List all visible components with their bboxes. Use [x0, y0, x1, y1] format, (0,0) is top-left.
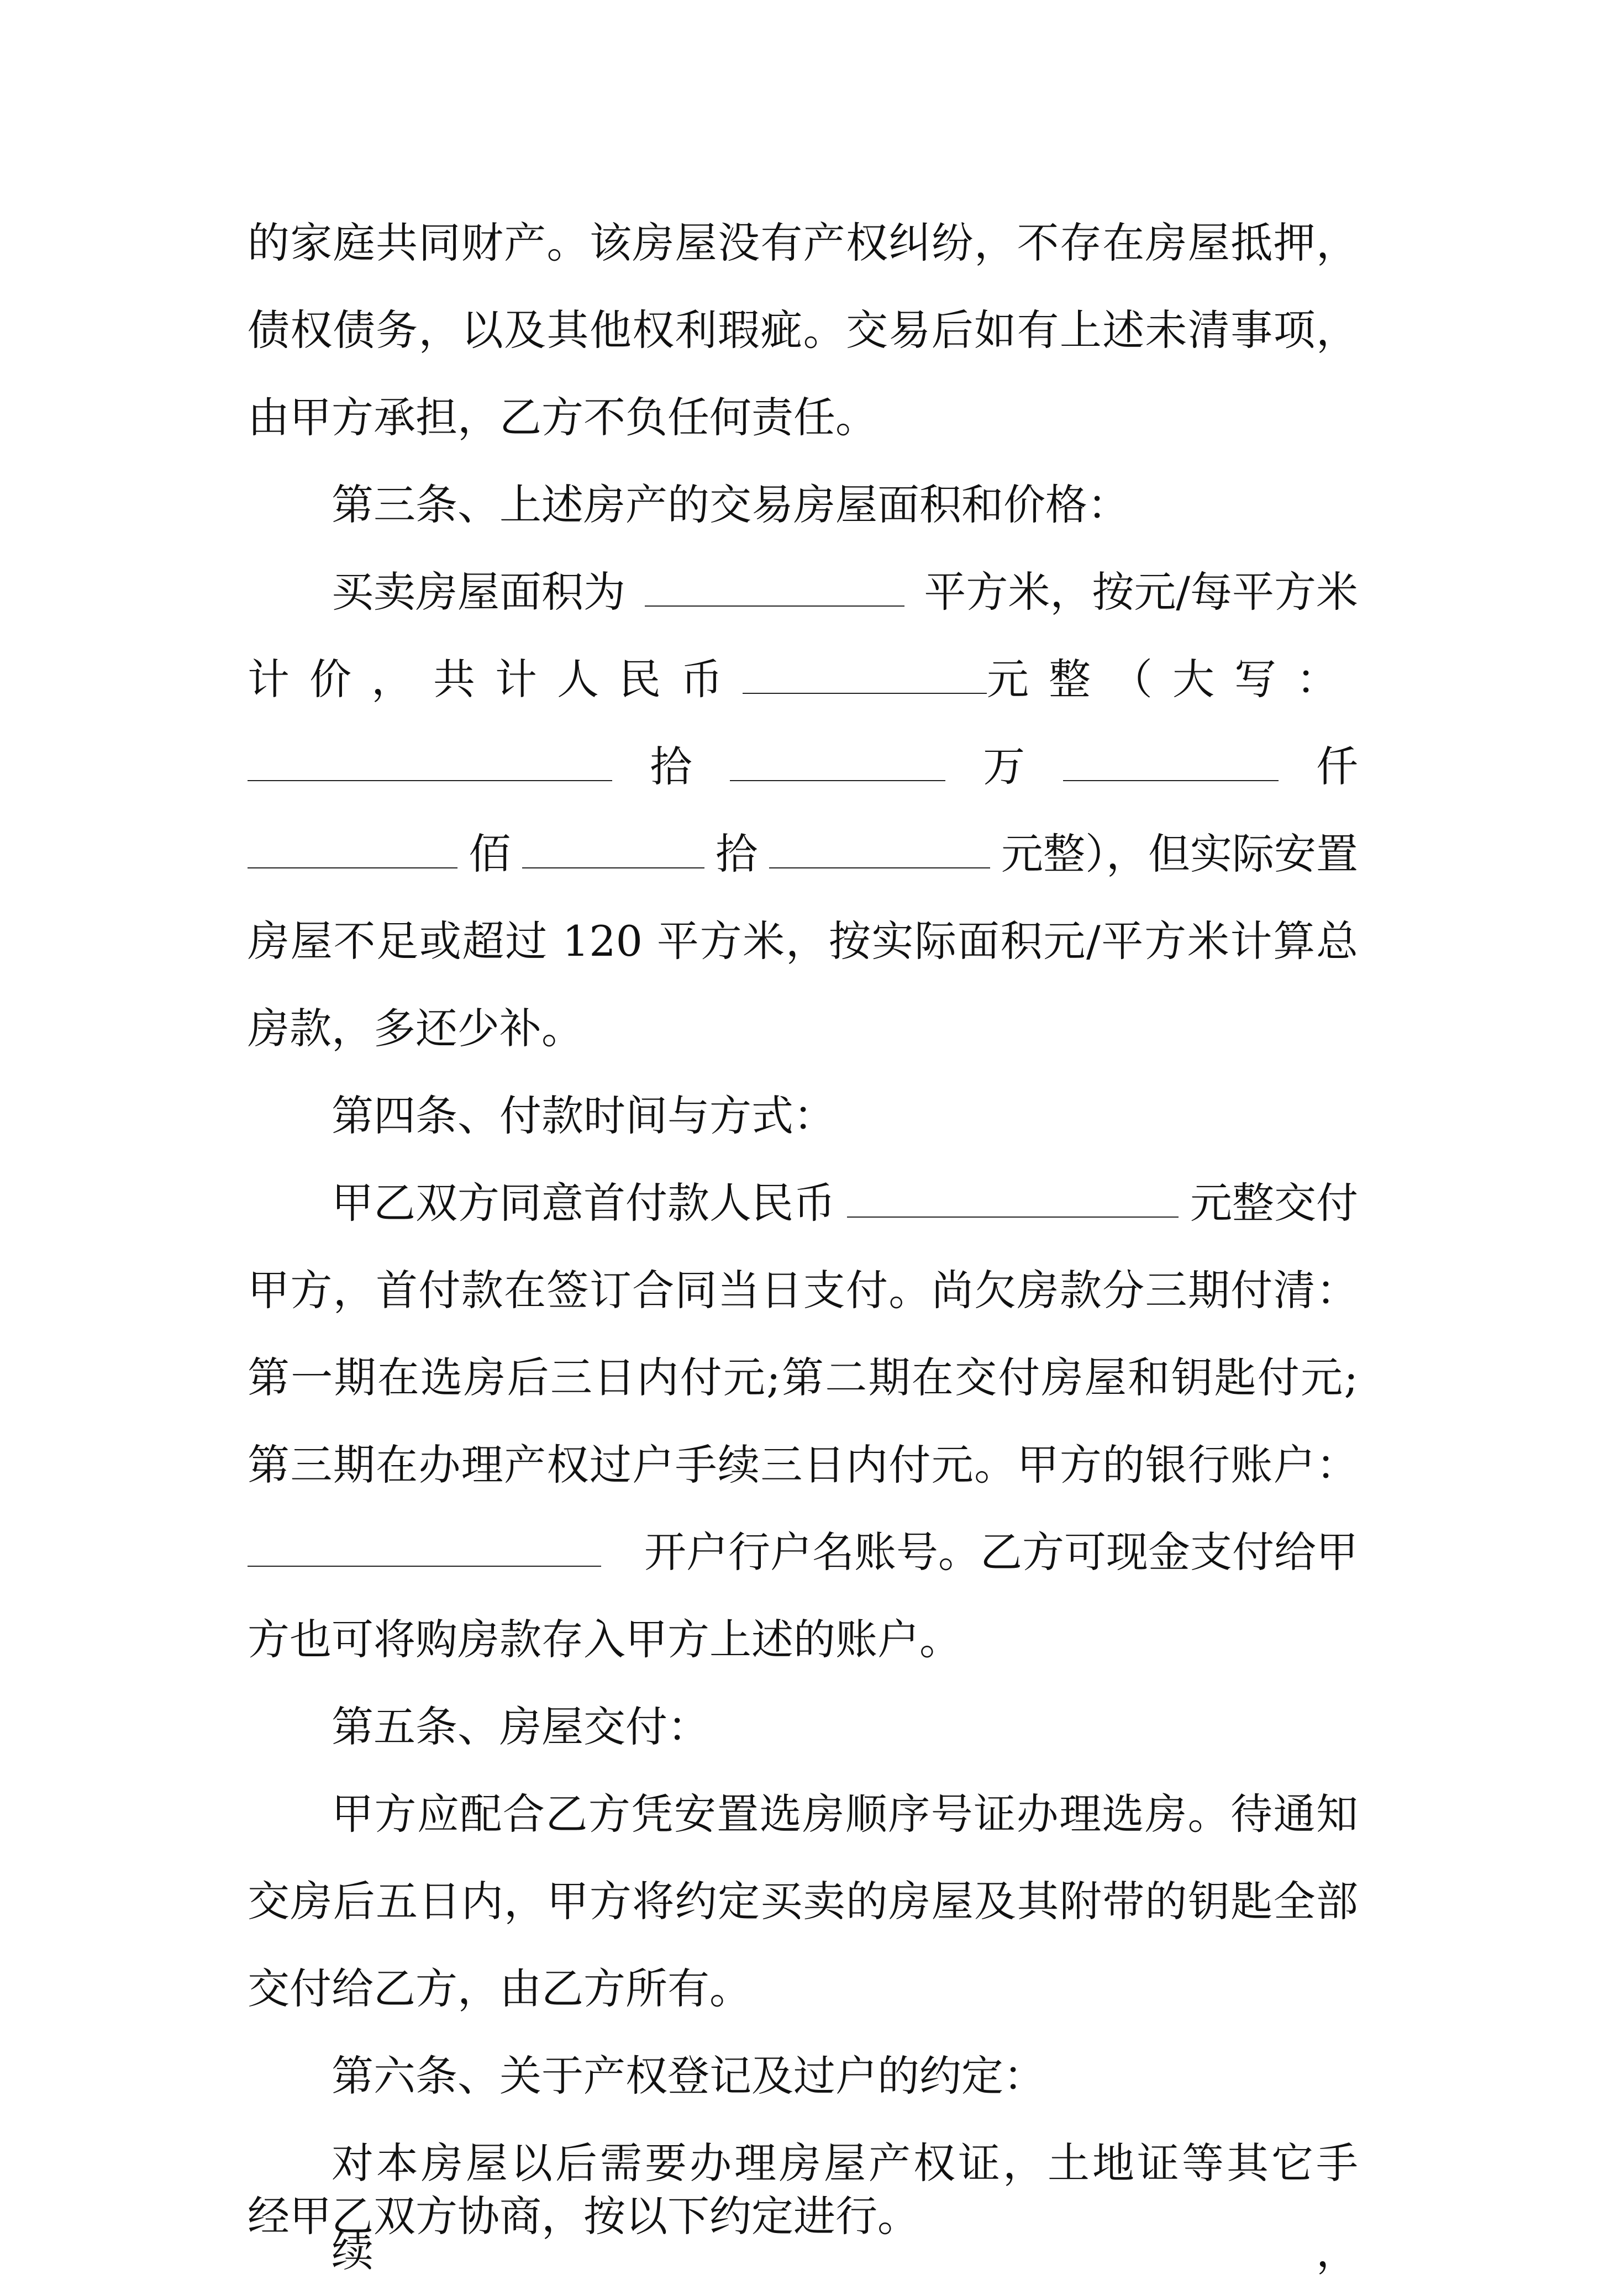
paragraph-line: 房款，多还少补。 — [248, 1004, 583, 1053]
down-payment-blank — [847, 1173, 1179, 1218]
unit-shi: 拾 — [716, 829, 758, 878]
article-6-heading: 第六条、关于产权登记及过户的约定： — [332, 2051, 1045, 2100]
article-4-heading: 第四条、付款时间与方式： — [332, 1091, 835, 1140]
unit-bai: 佰 — [469, 829, 511, 878]
paragraph-line: 经甲乙双方协商，按以下约定进行。 — [248, 2192, 919, 2241]
down-payment-line — [332, 1159, 1358, 1247]
total-line — [248, 635, 1358, 724]
paragraph-line: 方也可将购房款存入甲方上述的账户。 — [248, 1615, 961, 1664]
bank-account-text: 开户行户名账号。乙方可现金支付给甲 — [644, 1528, 1358, 1577]
total-blank — [743, 650, 987, 694]
down-payment-label: 甲乙双方同意首付款人民币 — [332, 1178, 835, 1228]
paragraph-line: 对本房屋以后需要办理房屋产权证，土地证等其它手续， — [332, 2139, 1358, 2276]
down-payment-ending: 元整交付 — [1190, 1178, 1358, 1228]
article-3-heading: 第三条、上述房产的交易房屋面积和价格： — [332, 480, 1129, 529]
capital-blank — [730, 737, 945, 781]
area-line — [332, 548, 1358, 636]
capital-line-1 — [248, 723, 1358, 811]
capital-label: 元整（大写： — [987, 655, 1358, 704]
capital-blank — [248, 737, 612, 781]
paragraph-line: 第一期在选房后三日内付元;第二期在交付房屋和钥匙付元; — [248, 1353, 1358, 1402]
total-label: 计价，共计人民币 — [248, 655, 743, 704]
capital-ending: 元整），但实际安置 — [1001, 829, 1358, 878]
bank-account-blank — [248, 1523, 601, 1567]
unit-shi: 拾 — [650, 742, 692, 791]
unit-wan: 万 — [983, 742, 1025, 791]
unit-price-label: 平方米，按元/每平方米 — [924, 567, 1358, 617]
article-5-heading: 第五条、房屋交付： — [332, 1702, 709, 1751]
area-label: 买卖房屋面积为 — [332, 567, 625, 617]
capital-blank — [522, 824, 704, 868]
area-blank — [645, 562, 904, 607]
paragraph-line: 的家庭共同财产。该房屋没有产权纠纷，不存在房屋抵押， — [248, 218, 1358, 267]
capital-blank — [248, 824, 457, 868]
capital-blank — [769, 824, 990, 868]
paragraph-line: 债权债务，以及其他权利瑕疵。交易后如有上述未清事项， — [248, 306, 1358, 355]
paragraph-line: 甲方应配合乙方凭安置选房顺序号证办理选房。待通知 — [332, 1789, 1358, 1839]
paragraph-line: 甲方，首付款在签订合同当日支付。尚欠房款分三期付清： — [248, 1266, 1358, 1315]
paragraph-line: 交付给乙方，由乙方所有。 — [248, 1964, 751, 2013]
unit-qian: 仟 — [1316, 742, 1358, 791]
paragraph-line: 第三期在办理产权过户手续三日内付元。甲方的银行账户： — [248, 1440, 1358, 1489]
capital-line-2 — [248, 810, 1358, 898]
paragraph-line: 房屋不足或超过 120 平方米，按实际面积元/平方米计算总 — [248, 917, 1358, 966]
bank-account-line — [248, 1508, 1358, 1597]
paragraph-line: 由甲方承担，乙方不负任何责任。 — [248, 393, 877, 442]
capital-blank — [1063, 737, 1279, 781]
paragraph-line: 交房后五日内，甲方将约定买卖的房屋及其附带的钥匙全部 — [248, 1877, 1358, 1926]
